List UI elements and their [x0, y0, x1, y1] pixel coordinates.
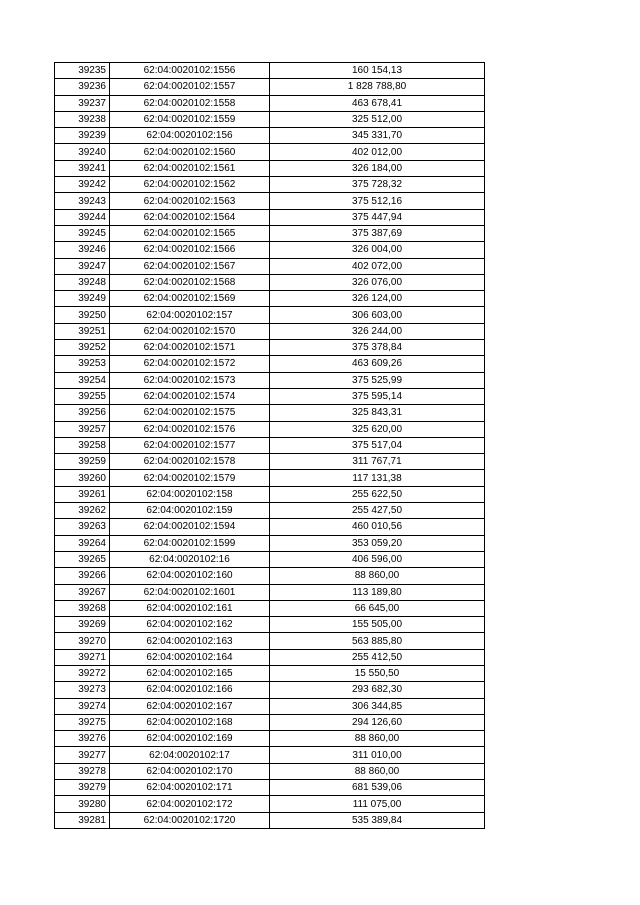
row-number-cell: 39276: [55, 731, 110, 747]
row-number-cell: 39254: [55, 372, 110, 388]
row-number-cell: 39277: [55, 747, 110, 763]
cadastral-value-cell: 311 767,71: [270, 454, 485, 470]
table-row: [55, 323, 485, 339]
row-number-cell: 39280: [55, 796, 110, 812]
cadastral-value-cell: 375 517,04: [270, 437, 485, 453]
cadastral-number-cell: 62:04:0020102:166: [110, 682, 270, 698]
row-number-cell: 39272: [55, 665, 110, 681]
row-number-cell: 39275: [55, 714, 110, 730]
row-number-cell: 39269: [55, 617, 110, 633]
row-number-cell: 39239: [55, 128, 110, 144]
table-row: [55, 747, 485, 763]
cadastral-value-cell: 255 427,50: [270, 503, 485, 519]
row-number-cell: 39267: [55, 584, 110, 600]
cadastral-value-cell: 345 331,70: [270, 128, 485, 144]
cadastral-number-cell: 62:04:0020102:1559: [110, 111, 270, 127]
row-number-cell: 39259: [55, 454, 110, 470]
cadastral-value-cell: 681 539,06: [270, 780, 485, 796]
row-number-cell: 39242: [55, 177, 110, 193]
cadastral-number-cell: 62:04:0020102:1599: [110, 535, 270, 551]
table-row: [55, 437, 485, 453]
table-row: [55, 209, 485, 225]
row-number-cell: 39252: [55, 340, 110, 356]
cadastral-number-cell: 62:04:0020102:167: [110, 698, 270, 714]
cadastral-value-cell: 15 550,50: [270, 665, 485, 681]
table-body: [55, 63, 485, 829]
cadastral-number-cell: 62:04:0020102:171: [110, 780, 270, 796]
table-row: [55, 519, 485, 535]
row-number-cell: 39245: [55, 225, 110, 241]
cadastral-value-cell: 88 860,00: [270, 568, 485, 584]
cadastral-number-cell: 62:04:0020102:16: [110, 551, 270, 567]
row-number-cell: 39256: [55, 405, 110, 421]
row-number-cell: 39265: [55, 551, 110, 567]
table-row: [55, 682, 485, 698]
cadastral-number-cell: 62:04:0020102:158: [110, 486, 270, 502]
cadastral-number-cell: 62:04:0020102:163: [110, 633, 270, 649]
table-row: [55, 193, 485, 209]
row-number-cell: 39261: [55, 486, 110, 502]
cadastral-value-cell: 325 620,00: [270, 421, 485, 437]
row-number-cell: 39266: [55, 568, 110, 584]
cadastral-value-cell: 88 860,00: [270, 731, 485, 747]
row-number-cell: 39258: [55, 437, 110, 453]
table-row: [55, 486, 485, 502]
table-row: [55, 63, 485, 79]
cadastral-value-cell: 66 645,00: [270, 600, 485, 616]
cadastral-number-cell: 62:04:0020102:1577: [110, 437, 270, 453]
row-number-cell: 39271: [55, 649, 110, 665]
table-row: [55, 274, 485, 290]
cadastral-value-cell: 294 126,60: [270, 714, 485, 730]
row-number-cell: 39235: [55, 63, 110, 79]
cadastral-value-cell: 1 828 788,80: [270, 79, 485, 95]
row-number-cell: 39268: [55, 600, 110, 616]
table-row: [55, 551, 485, 567]
table-row: [55, 144, 485, 160]
cadastral-number-cell: 62:04:0020102:164: [110, 649, 270, 665]
cadastral-value-cell: 155 505,00: [270, 617, 485, 633]
cadastral-number-cell: 62:04:0020102:1567: [110, 258, 270, 274]
cadastral-number-cell: 62:04:0020102:162: [110, 617, 270, 633]
cadastral-number-cell: 62:04:0020102:161: [110, 600, 270, 616]
cadastral-value-cell: 463 609,26: [270, 356, 485, 372]
table-row: [55, 763, 485, 779]
cadastral-value-cell: 535 389,84: [270, 812, 485, 828]
cadastral-number-cell: 62:04:0020102:1561: [110, 160, 270, 176]
cadastral-value-cell: 293 682,30: [270, 682, 485, 698]
table-row: [55, 340, 485, 356]
cadastral-number-cell: 62:04:0020102:1560: [110, 144, 270, 160]
row-number-cell: 39241: [55, 160, 110, 176]
cadastral-value-cell: 113 189,80: [270, 584, 485, 600]
row-number-cell: 39262: [55, 503, 110, 519]
cadastral-number-cell: 62:04:0020102:1573: [110, 372, 270, 388]
row-number-cell: 39240: [55, 144, 110, 160]
table-row: [55, 242, 485, 258]
cadastral-value-cell: 311 010,00: [270, 747, 485, 763]
cadastral-number-cell: 62:04:0020102:1569: [110, 291, 270, 307]
table-row: [55, 698, 485, 714]
row-number-cell: 39257: [55, 421, 110, 437]
table-row: [55, 454, 485, 470]
table-row: [55, 258, 485, 274]
table-row: [55, 128, 485, 144]
row-number-cell: 39249: [55, 291, 110, 307]
row-number-cell: 39279: [55, 780, 110, 796]
cadastral-value-cell: 353 059,20: [270, 535, 485, 551]
cadastral-value-cell: 402 072,00: [270, 258, 485, 274]
table-row: [55, 470, 485, 486]
table-row: [55, 503, 485, 519]
row-number-cell: 39238: [55, 111, 110, 127]
cadastral-value-cell: 326 184,00: [270, 160, 485, 176]
row-number-cell: 39250: [55, 307, 110, 323]
cadastral-value-cell: 375 378,84: [270, 340, 485, 356]
cadastral-number-cell: 62:04:0020102:1576: [110, 421, 270, 437]
cadastral-number-cell: 62:04:0020102:1720: [110, 812, 270, 828]
cadastral-number-cell: 62:04:0020102:1578: [110, 454, 270, 470]
cadastral-value-cell: 306 344,85: [270, 698, 485, 714]
table-row: [55, 584, 485, 600]
cadastral-value-cell: 326 004,00: [270, 242, 485, 258]
cadastral-value-cell: 563 885,80: [270, 633, 485, 649]
cadastral-value-cell: 255 412,50: [270, 649, 485, 665]
table-row: [55, 714, 485, 730]
table-row: [55, 160, 485, 176]
table-row: [55, 95, 485, 111]
cadastral-number-cell: 62:04:0020102:172: [110, 796, 270, 812]
cadastral-value-cell: 117 131,38: [270, 470, 485, 486]
cadastral-number-cell: 62:04:0020102:169: [110, 731, 270, 747]
table-row: [55, 780, 485, 796]
table-row: [55, 568, 485, 584]
table-row: [55, 177, 485, 193]
table-row: [55, 291, 485, 307]
cadastral-value-cell: 325 843,31: [270, 405, 485, 421]
cadastral-number-cell: 62:04:0020102:1571: [110, 340, 270, 356]
table-row: [55, 372, 485, 388]
row-number-cell: 39247: [55, 258, 110, 274]
table-row: [55, 388, 485, 404]
table-row: [55, 633, 485, 649]
table-row: [55, 600, 485, 616]
table-row: [55, 79, 485, 95]
cadastral-number-cell: 62:04:0020102:160: [110, 568, 270, 584]
row-number-cell: 39255: [55, 388, 110, 404]
cadastral-value-cell: 375 512,16: [270, 193, 485, 209]
cadastral-number-cell: 62:04:0020102:1601: [110, 584, 270, 600]
cadastral-value-cell: 463 678,41: [270, 95, 485, 111]
cadastral-value-cell: 326 076,00: [270, 274, 485, 290]
cadastral-value-cell: 326 244,00: [270, 323, 485, 339]
row-number-cell: 39243: [55, 193, 110, 209]
cadastral-value-cell: 88 860,00: [270, 763, 485, 779]
row-number-cell: 39237: [55, 95, 110, 111]
cadastral-value-cell: 402 012,00: [270, 144, 485, 160]
table-row: [55, 225, 485, 241]
cadastral-value-cell: 306 603,00: [270, 307, 485, 323]
row-number-cell: 39236: [55, 79, 110, 95]
table-row: [55, 356, 485, 372]
cadastral-number-cell: 62:04:0020102:168: [110, 714, 270, 730]
cadastral-number-cell: 62:04:0020102:1558: [110, 95, 270, 111]
table-row: [55, 617, 485, 633]
cadastral-value-cell: 406 596,00: [270, 551, 485, 567]
cadastral-value-cell: 325 512,00: [270, 111, 485, 127]
cadastral-value-cell: 375 447,94: [270, 209, 485, 225]
cadastral-value-cell: 160 154,13: [270, 63, 485, 79]
cadastral-value-cell: 375 728,32: [270, 177, 485, 193]
cadastral-number-cell: 62:04:0020102:157: [110, 307, 270, 323]
row-number-cell: 39274: [55, 698, 110, 714]
cadastral-number-cell: 62:04:0020102:1564: [110, 209, 270, 225]
cadastral-number-cell: 62:04:0020102:165: [110, 665, 270, 681]
cadastral-number-cell: 62:04:0020102:1570: [110, 323, 270, 339]
cadastral-number-cell: 62:04:0020102:1572: [110, 356, 270, 372]
row-number-cell: 39253: [55, 356, 110, 372]
cadastral-value-cell: 326 124,00: [270, 291, 485, 307]
row-number-cell: 39251: [55, 323, 110, 339]
row-number-cell: 39278: [55, 763, 110, 779]
cadastral-number-cell: 62:04:0020102:1556: [110, 63, 270, 79]
cadastral-value-cell: 460 010,56: [270, 519, 485, 535]
row-number-cell: 39248: [55, 274, 110, 290]
table-row: [55, 535, 485, 551]
cadastral-number-cell: 62:04:0020102:156: [110, 128, 270, 144]
cadastral-number-cell: 62:04:0020102:1565: [110, 225, 270, 241]
cadastral-number-cell: 62:04:0020102:159: [110, 503, 270, 519]
cadastral-number-cell: 62:04:0020102:1594: [110, 519, 270, 535]
cadastral-value-cell: 375 595,14: [270, 388, 485, 404]
table-row: [55, 731, 485, 747]
table-row: [55, 812, 485, 828]
cadastre-value-table: [54, 62, 485, 829]
cadastral-value-cell: 111 075,00: [270, 796, 485, 812]
table-row: [55, 421, 485, 437]
row-number-cell: 39246: [55, 242, 110, 258]
cadastral-number-cell: 62:04:0020102:1563: [110, 193, 270, 209]
table-row: [55, 665, 485, 681]
cadastral-number-cell: 62:04:0020102:1579: [110, 470, 270, 486]
cadastral-number-cell: 62:04:0020102:1562: [110, 177, 270, 193]
table-row: [55, 307, 485, 323]
cadastral-number-cell: 62:04:0020102:170: [110, 763, 270, 779]
cadastral-number-cell: 62:04:0020102:1575: [110, 405, 270, 421]
row-number-cell: 39273: [55, 682, 110, 698]
cadastral-value-cell: 255 622,50: [270, 486, 485, 502]
cadastral-number-cell: 62:04:0020102:1557: [110, 79, 270, 95]
cadastral-value-cell: 375 387,69: [270, 225, 485, 241]
row-number-cell: 39270: [55, 633, 110, 649]
table-row: [55, 111, 485, 127]
row-number-cell: 39264: [55, 535, 110, 551]
cadastral-number-cell: 62:04:0020102:1574: [110, 388, 270, 404]
cadastral-number-cell: 62:04:0020102:17: [110, 747, 270, 763]
row-number-cell: 39244: [55, 209, 110, 225]
row-number-cell: 39281: [55, 812, 110, 828]
cadastral-number-cell: 62:04:0020102:1568: [110, 274, 270, 290]
cadastral-number-cell: 62:04:0020102:1566: [110, 242, 270, 258]
table-row: [55, 649, 485, 665]
cadastral-value-cell: 375 525,99: [270, 372, 485, 388]
table-row: [55, 796, 485, 812]
table-row: [55, 405, 485, 421]
row-number-cell: 39263: [55, 519, 110, 535]
row-number-cell: 39260: [55, 470, 110, 486]
